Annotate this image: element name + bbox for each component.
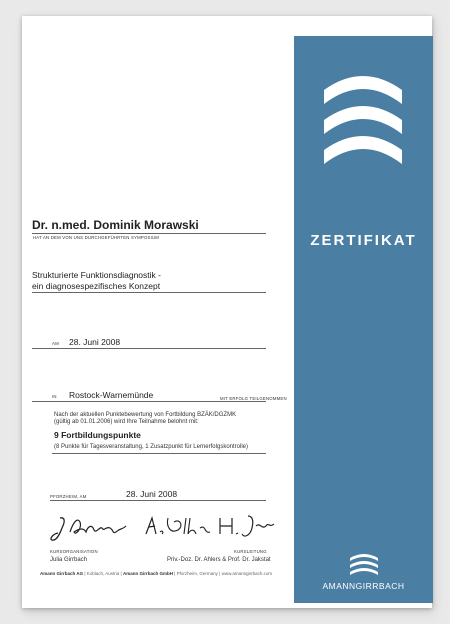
place-date-label: PFORZHEIM, AM — [50, 494, 87, 499]
footer-company-2: Amann Girrbach GmbH — [122, 571, 173, 576]
divider — [50, 500, 266, 501]
footer-address — [40, 571, 272, 576]
footer-url: www.amanngirrbach.com — [221, 571, 273, 576]
amann-girrbach-small-arches-icon — [348, 554, 380, 576]
footer-place-1: | Koblach, Austria | — [83, 571, 123, 576]
divider — [32, 233, 266, 234]
organisation-name: Julia Girrbach — [50, 557, 88, 563]
signature-leadership — [140, 512, 278, 540]
location-suffix: MIT ERFOLG TEILGENOMMEN — [220, 396, 287, 401]
footer-company-1: Amann Girrbach AG — [40, 571, 84, 576]
signature-organisation — [50, 514, 132, 544]
recipient-name: Dr. n.med. Dominik Morawski — [32, 218, 199, 232]
leadership-label: KURSLEITUNG — [234, 549, 267, 554]
points-intro-2: (gültig ab 01.01.2006) wird Ihre Teilnahme belohnt mit: — [54, 419, 199, 425]
date-label: AM — [52, 341, 59, 346]
footer-place-2: | Pforzheim, Germany | — [172, 571, 222, 576]
divider — [32, 292, 266, 293]
topic-line-1: Strukturierte Funktionsdiagnostik - — [32, 270, 161, 280]
organisation-label: KURSORGANISATION — [50, 549, 98, 554]
divider — [32, 401, 266, 402]
location-value: Rostock-Warnemünde — [69, 390, 154, 400]
points-headline: 9 Fortbildungspunkte — [54, 430, 141, 440]
divider — [32, 348, 266, 349]
certificate-band — [294, 36, 433, 603]
place-date-value: 28. Juni 2008 — [126, 489, 178, 499]
date-value: 28. Juni 2008 — [69, 337, 121, 347]
location-label: IN — [52, 394, 57, 399]
divider — [52, 453, 266, 454]
points-intro-1: Nach der aktuellen Punktebewertung von Fortbildung BZÄK/DGZMK — [54, 412, 237, 418]
points-detail: (8 Punkte für Tagesveranstaltung, 1 Zusatzpunkt für Lernerfolgskontrolle) — [54, 444, 248, 450]
brand-wordmark: AMANNGIRRBACH — [322, 581, 405, 591]
certificate-title: ZERTIFIKAT — [310, 232, 417, 249]
topic-line-2: ein diagnosespezifisches Konzept — [32, 281, 161, 291]
amann-girrbach-arches-icon — [318, 74, 408, 170]
certificate-page — [22, 16, 432, 608]
leadership-name: Priv.-Doz. Dr. Ahlers & Prof. Dr. Jakstat — [167, 557, 271, 563]
recipient-caption: HAT AN DEM VON UNS DURCHGEFÜHRTEN SYMPOSIUM — [33, 235, 160, 240]
